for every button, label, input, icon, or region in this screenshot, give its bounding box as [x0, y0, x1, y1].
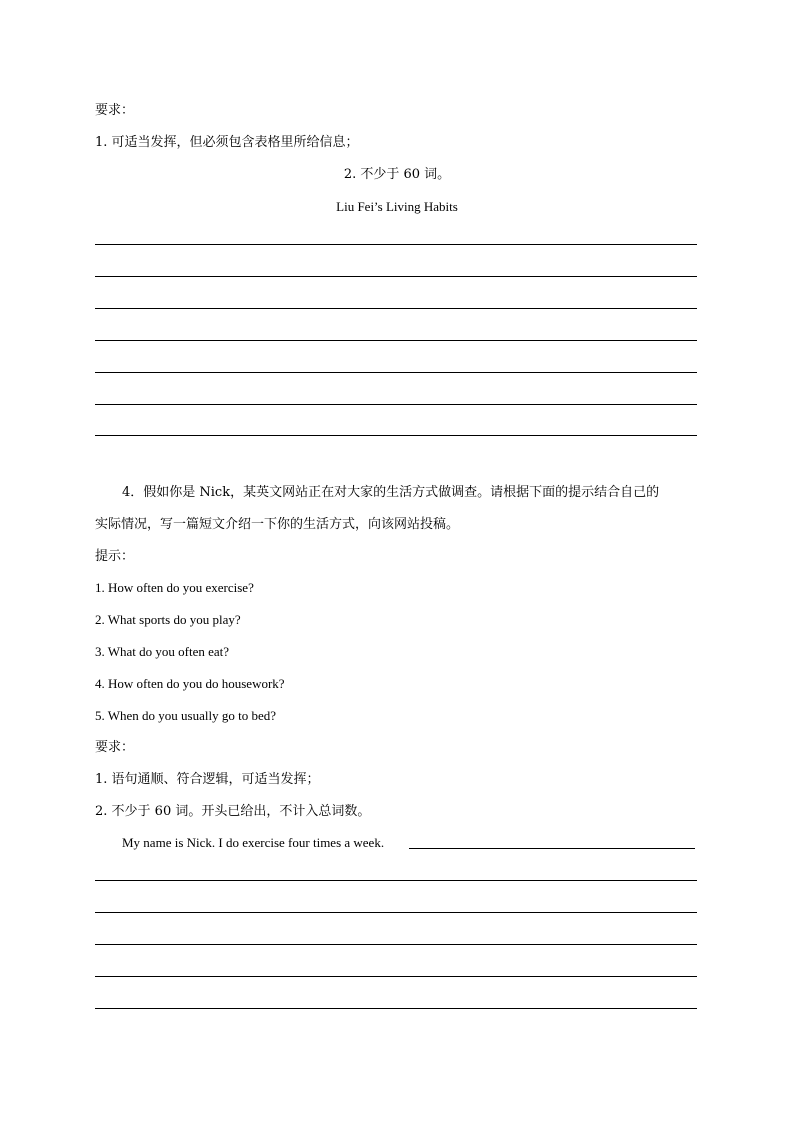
essay-title: Liu Fei’s Living Habits — [336, 199, 458, 214]
hint-item: 5. When do you usually go to bed? — [95, 708, 277, 723]
writing-line[interactable] — [409, 848, 695, 849]
question-4-prompt-line-2: 实际情况，写一篇短文介绍一下你的生活方式，向该网站投稿。 — [95, 517, 460, 532]
writing-line[interactable] — [95, 976, 697, 977]
writing-line[interactable] — [95, 912, 697, 913]
requirement-2-1: 1. 语句通顺、符合逻辑，可适当发挥； — [95, 772, 320, 787]
question-4-prompt-line-1: 4．假如你是 Nick，某英文网站正在对大家的生活方式做调查。请根据下面的提示结合自己的 — [122, 485, 660, 500]
requirements-heading-2: 要求： — [95, 740, 135, 755]
hint-item: 2. What sports do you play? — [95, 612, 241, 627]
writing-line[interactable] — [95, 1008, 697, 1009]
writing-line[interactable] — [95, 276, 697, 277]
writing-line[interactable] — [95, 244, 697, 245]
writing-line[interactable] — [95, 944, 697, 945]
writing-line[interactable] — [95, 435, 697, 436]
writing-line[interactable] — [95, 372, 697, 373]
writing-line[interactable] — [95, 404, 697, 405]
opening-sentence: My name is Nick. I do exercise four times a week. — [122, 835, 385, 850]
hint-item: 4. How often do you do housework? — [95, 676, 285, 691]
hint-item: 3. What do you often eat? — [95, 644, 230, 659]
hint-item: 1. How often do you exercise? — [95, 580, 254, 595]
writing-line[interactable] — [95, 308, 697, 309]
writing-line[interactable] — [95, 880, 697, 881]
hints-heading: 提示： — [95, 549, 135, 564]
requirement-1: 1. 可适当发挥，但必须包含表格里所给信息； — [95, 135, 359, 150]
writing-line[interactable] — [95, 340, 697, 341]
requirement-2: 2. 不少于 60 词。 — [343, 167, 451, 182]
requirements-heading: 要求： — [95, 103, 135, 118]
requirement-2-2: 2. 不少于 60 词。开头已给出，不计入总词数。 — [95, 804, 371, 819]
